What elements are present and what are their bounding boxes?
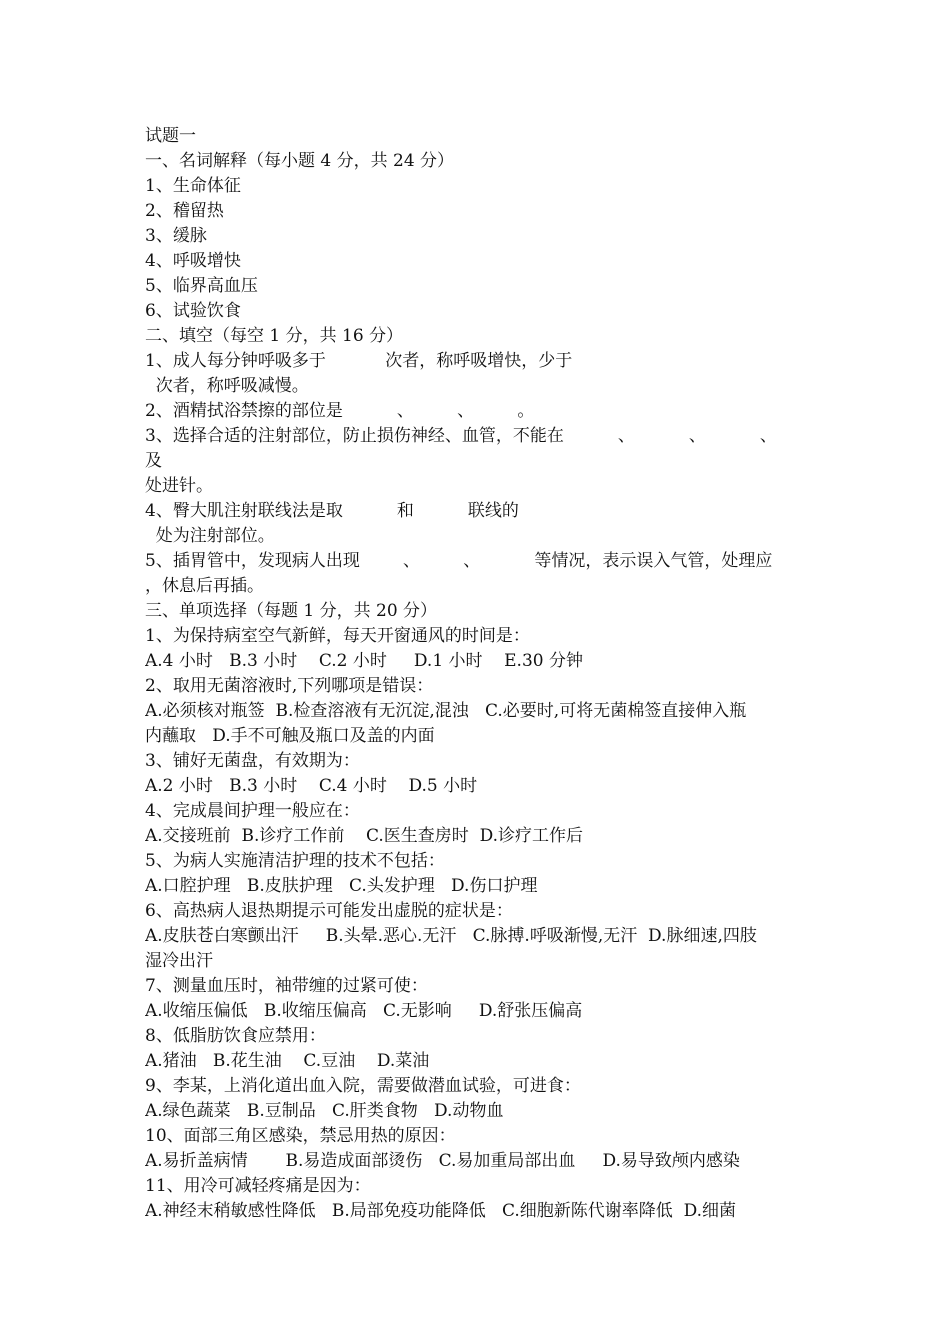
text-line: ，休息后再插。 bbox=[145, 576, 264, 596]
document-page bbox=[145, 124, 810, 1224]
text-line: 1、成人每分钟呼吸多于 次者，称呼吸增快，少于 bbox=[145, 351, 573, 371]
text-line: 5、临界高血压 bbox=[145, 276, 258, 296]
options-line: A.必须核对瓶签 B.检查溶液有无沉淀,混浊 C.必要时,可将无菌棉签直接伸入瓶 bbox=[145, 701, 747, 721]
options-line: 湿冷出汗 bbox=[145, 951, 213, 971]
text-line: 4、臀大肌注射联线法是取 和 联线的 bbox=[145, 501, 519, 521]
section-heading-fill-blank: 二、填空（每空 1 分，共 16 分） bbox=[145, 326, 404, 346]
options-line: 内蘸取 D.手不可触及瓶口及盖的内面 bbox=[145, 726, 435, 746]
text-line: 3、缓脉 bbox=[145, 226, 207, 246]
text-line: 及 bbox=[145, 451, 162, 471]
text-line: 处为注射部位。 bbox=[145, 526, 275, 546]
question-line: 6、高热病人退热期提示可能发出虚脱的症状是： bbox=[145, 901, 513, 921]
text-line: 6、试验饮食 bbox=[145, 301, 241, 321]
exam-title: 试题一 bbox=[145, 126, 196, 146]
section-heading-terms: 一、名词解释（每小题 4 分，共 24 分） bbox=[145, 151, 455, 171]
question-line: 10、面部三角区感染，禁忌用热的原因： bbox=[145, 1126, 456, 1146]
options-line: A.神经末稍敏感性降低 B.局部免疫功能降低 C.细胞新陈代谢率降低 D.细菌 bbox=[145, 1201, 737, 1221]
text-line: 3、选择合适的注射部位，防止损伤神经、血管，不能在 、 、 、 bbox=[145, 426, 777, 446]
options-line: A.4 小时 B.3 小时 C.2 小时 D.1 小时 E.30 分钟 bbox=[145, 651, 583, 671]
text-line: 2、稽留热 bbox=[145, 201, 224, 221]
options-line: A.易折盖病情 B.易造成面部烫伤 C.易加重局部出血 D.易导致颅内感染 bbox=[145, 1151, 740, 1171]
question-line: 1、为保持病室空气新鲜，每天开窗通风的时间是： bbox=[145, 626, 530, 646]
text-line: 2、酒精拭浴禁擦的部位是 、 、 。 bbox=[145, 401, 535, 421]
options-line: A.皮肤苍白寒颤出汗 B.头晕.恶心.无汗 C.脉搏.呼吸渐慢,无汗 D.脉细速,四肢 bbox=[145, 926, 757, 946]
question-line: 11、用冷可减轻疼痛是因为： bbox=[145, 1176, 371, 1196]
text-line: 处进针。 bbox=[145, 476, 213, 496]
options-line: A.绿色蔬菜 B.豆制品 C.肝类食物 D.动物血 bbox=[145, 1101, 504, 1121]
options-line: A.猪油 B.花生油 C.豆油 D.菜油 bbox=[145, 1051, 430, 1071]
options-line: A.收缩压偏低 B.收缩压偏高 C.无影响 D.舒张压偏高 bbox=[145, 1001, 583, 1021]
options-line: A.口腔护理 B.皮肤护理 C.头发护理 D.伤口护理 bbox=[145, 876, 538, 896]
question-line: 2、取用无菌溶液时,下列哪项是错误： bbox=[145, 676, 434, 696]
question-line: 7、测量血压时，袖带缠的过紧可使： bbox=[145, 976, 428, 996]
text-line: 4、呼吸增快 bbox=[145, 251, 241, 271]
options-line: A.2 小时 B.3 小时 C.4 小时 D.5 小时 bbox=[145, 776, 478, 796]
text-line: 1、生命体征 bbox=[145, 176, 241, 196]
question-line: 4、完成晨间护理一般应在： bbox=[145, 801, 360, 821]
question-line: 8、低脂肪饮食应禁用： bbox=[145, 1026, 326, 1046]
text-line: 次者，称呼吸减慢。 bbox=[145, 376, 309, 396]
question-line: 3、铺好无菌盘，有效期为： bbox=[145, 751, 360, 771]
question-line: 5、为病人实施清洁护理的技术不包括： bbox=[145, 851, 445, 871]
question-line: 9、李某，上消化道出血入院，需要做潜血试验，可进食： bbox=[145, 1076, 581, 1096]
text-line: 5、插胃管中，发现病人出现 、 、 等情况，表示误入气管，处理应 bbox=[145, 551, 773, 571]
section-heading-single-choice: 三、单项选择（每题 1 分，共 20 分） bbox=[145, 601, 438, 621]
options-line: A.交接班前 B.诊疗工作前 C.医生查房时 D.诊疗工作后 bbox=[145, 826, 584, 846]
